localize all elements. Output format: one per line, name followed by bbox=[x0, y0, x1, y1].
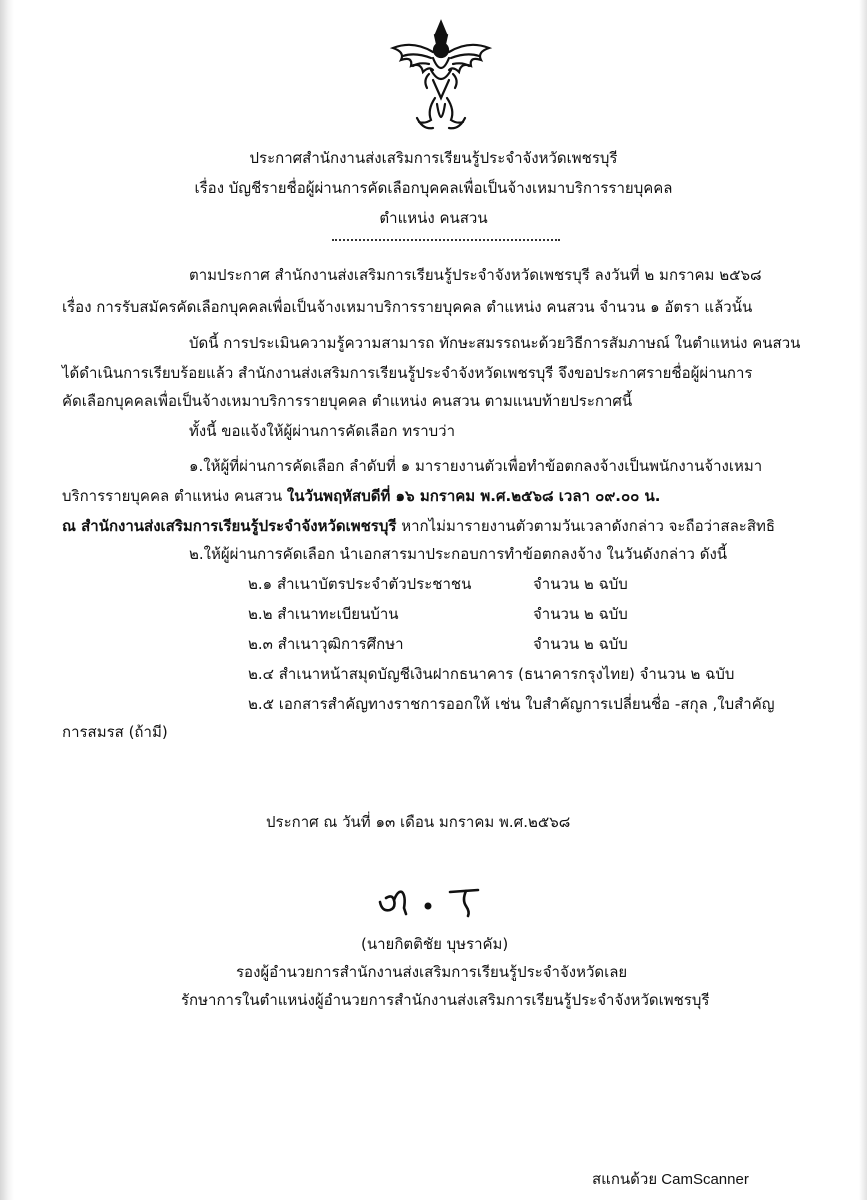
item1-line2-normal: บริการรายบุคคล ตำแหน่ง คนสวน bbox=[62, 487, 287, 505]
item1-line3 bbox=[62, 516, 775, 536]
doc-item-label: ๒.๓ สำเนาวุฒิการศึกษา bbox=[248, 635, 404, 653]
paragraph1-line2: เรื่อง การรับสมัครคัดเลือกบุคคลเพื่อเป็นจ้างเหมาบริการรายบุคคล ตำแหน่ง คนสวน จำนวน ๑ อัตรา แล้วนั้น bbox=[62, 298, 753, 316]
doc-item-5-line1: ๒.๕ เอกสารสำคัญทางราชการออกให้ เช่น ใบสำคัญการเปลี่ยนชื่อ -สกุล ,ใบสำคัญ bbox=[248, 695, 775, 713]
item1-line3-normal: หากไม่มารายงานตัวตามวันเวลาดังกล่าว จะถือว่าสละสิทธิ bbox=[396, 517, 776, 535]
item1-line1: ๑.ให้ผู้ที่ผ่านการคัดเลือก ลำดับที่ ๑ มารายงานตัวเพื่อทำข้อตกลงจ้างเป็นพนักงานจ้างเหมา bbox=[189, 457, 763, 475]
item1-line3-bold: ณ สำนักงานส่งเสริมการเรียนรู้ประจำจังหวัดเพชรบุรี bbox=[62, 517, 397, 535]
paragraph2-line1: บัดนี้ การประเมินความรู้ความสามารถ ทักษะสมรรถนะด้วยวิธีการสัมภาษณ์ ในตำแหน่ง คนสวน bbox=[189, 334, 801, 352]
paragraph3: ทั้งนี้ ขอแจ้งให้ผู้ผ่านการคัดเลือก ทราบว่า bbox=[189, 422, 455, 440]
signer-title-1: รองผู้อำนวยการสำนักงานส่งเสริมการเรียนรู้ประจำจังหวัดเลย bbox=[236, 963, 628, 981]
doc-item-label: ๒.๒ สำเนาทะเบียนบ้าน bbox=[248, 605, 399, 623]
doc-item-qty: จำนวน ๒ ฉบับ bbox=[533, 635, 628, 653]
paragraph2-line3: คัดเลือกบุคคลเพื่อเป็นจ้างเหมาบริการรายบุคคล ตำแหน่ง คนสวน ตามแนบท้ายประกาศนี้ bbox=[62, 392, 633, 410]
announcement-subject: เรื่อง บัญชีรายชื่อผู้ผ่านการคัดเลือกบุคคลเพื่อเป็นจ้างเหมาบริการรายบุคคล bbox=[194, 179, 673, 197]
doc-item-qty: จำนวน ๒ ฉบับ bbox=[533, 605, 628, 623]
item1-line2-bold: ในวันพฤหัสบดีที่ ๑๖ มกราคม พ.ศ.๒๕๖๘ เวลา ๐๙.๐๐ น. bbox=[286, 487, 661, 505]
signer-title-2: รักษาการในตำแหน่งผู้อำนวยการสำนักงานส่งเสริมการเรียนรู้ประจำจังหวัดเพชรบุรี bbox=[181, 991, 710, 1009]
handwritten-signature bbox=[372, 878, 492, 922]
announcement-title: ประกาศสำนักงานส่งเสริมการเรียนรู้ประจำจังหวัดเพชรบุรี bbox=[249, 149, 618, 167]
item2-intro: ๒.ให้ผู้ผ่านการคัดเลือก นำเอกสารมาประกอบการทำข้อตกลงจ้าง ในวันดังกล่าว ดังนี้ bbox=[189, 545, 728, 563]
garuda-emblem-icon bbox=[383, 18, 499, 136]
doc-item-label: ๒.๑ สำเนาบัตรประจำตัวประชาชน bbox=[248, 575, 472, 593]
item1-line2 bbox=[62, 486, 661, 506]
paragraph1-line1: ตามประกาศ สำนักงานส่งเสริมการเรียนรู้ประจำจังหวัดเพชรบุรี ลงวันที่ ๒ มกราคม ๒๕๖๘ bbox=[189, 266, 762, 284]
camscanner-watermark: สแกนด้วย CamScanner bbox=[592, 1171, 749, 1188]
paragraph2-line2: ได้ดำเนินการเรียบร้อยแล้ว สำนักงานส่งเสริมการเรียนรู้ประจำจังหวัดเพชรบุรี จึงขอประกาศรายชื่อผู้ผ่านการ bbox=[62, 364, 753, 382]
announcement-date: ประกาศ ณ วันที่ ๑๓ เดือน มกราคม พ.ศ.๒๕๖๘ bbox=[266, 813, 571, 831]
doc-item-4: ๒.๔ สำเนาหน้าสมุดบัญชีเงินฝากธนาคาร (ธนาคารกรุงไทย) จำนวน ๒ ฉบับ bbox=[248, 665, 735, 683]
doc-item-qty: จำนวน ๒ ฉบับ bbox=[533, 575, 628, 593]
announcement-position: ตำแหน่ง คนสวน bbox=[379, 209, 488, 227]
signer-name: (นายกิตติชัย บุษราคัม) bbox=[361, 935, 509, 953]
doc-item-5-line2: การสมรส (ถ้ามี) bbox=[62, 723, 168, 741]
dotted-divider bbox=[332, 239, 560, 241]
